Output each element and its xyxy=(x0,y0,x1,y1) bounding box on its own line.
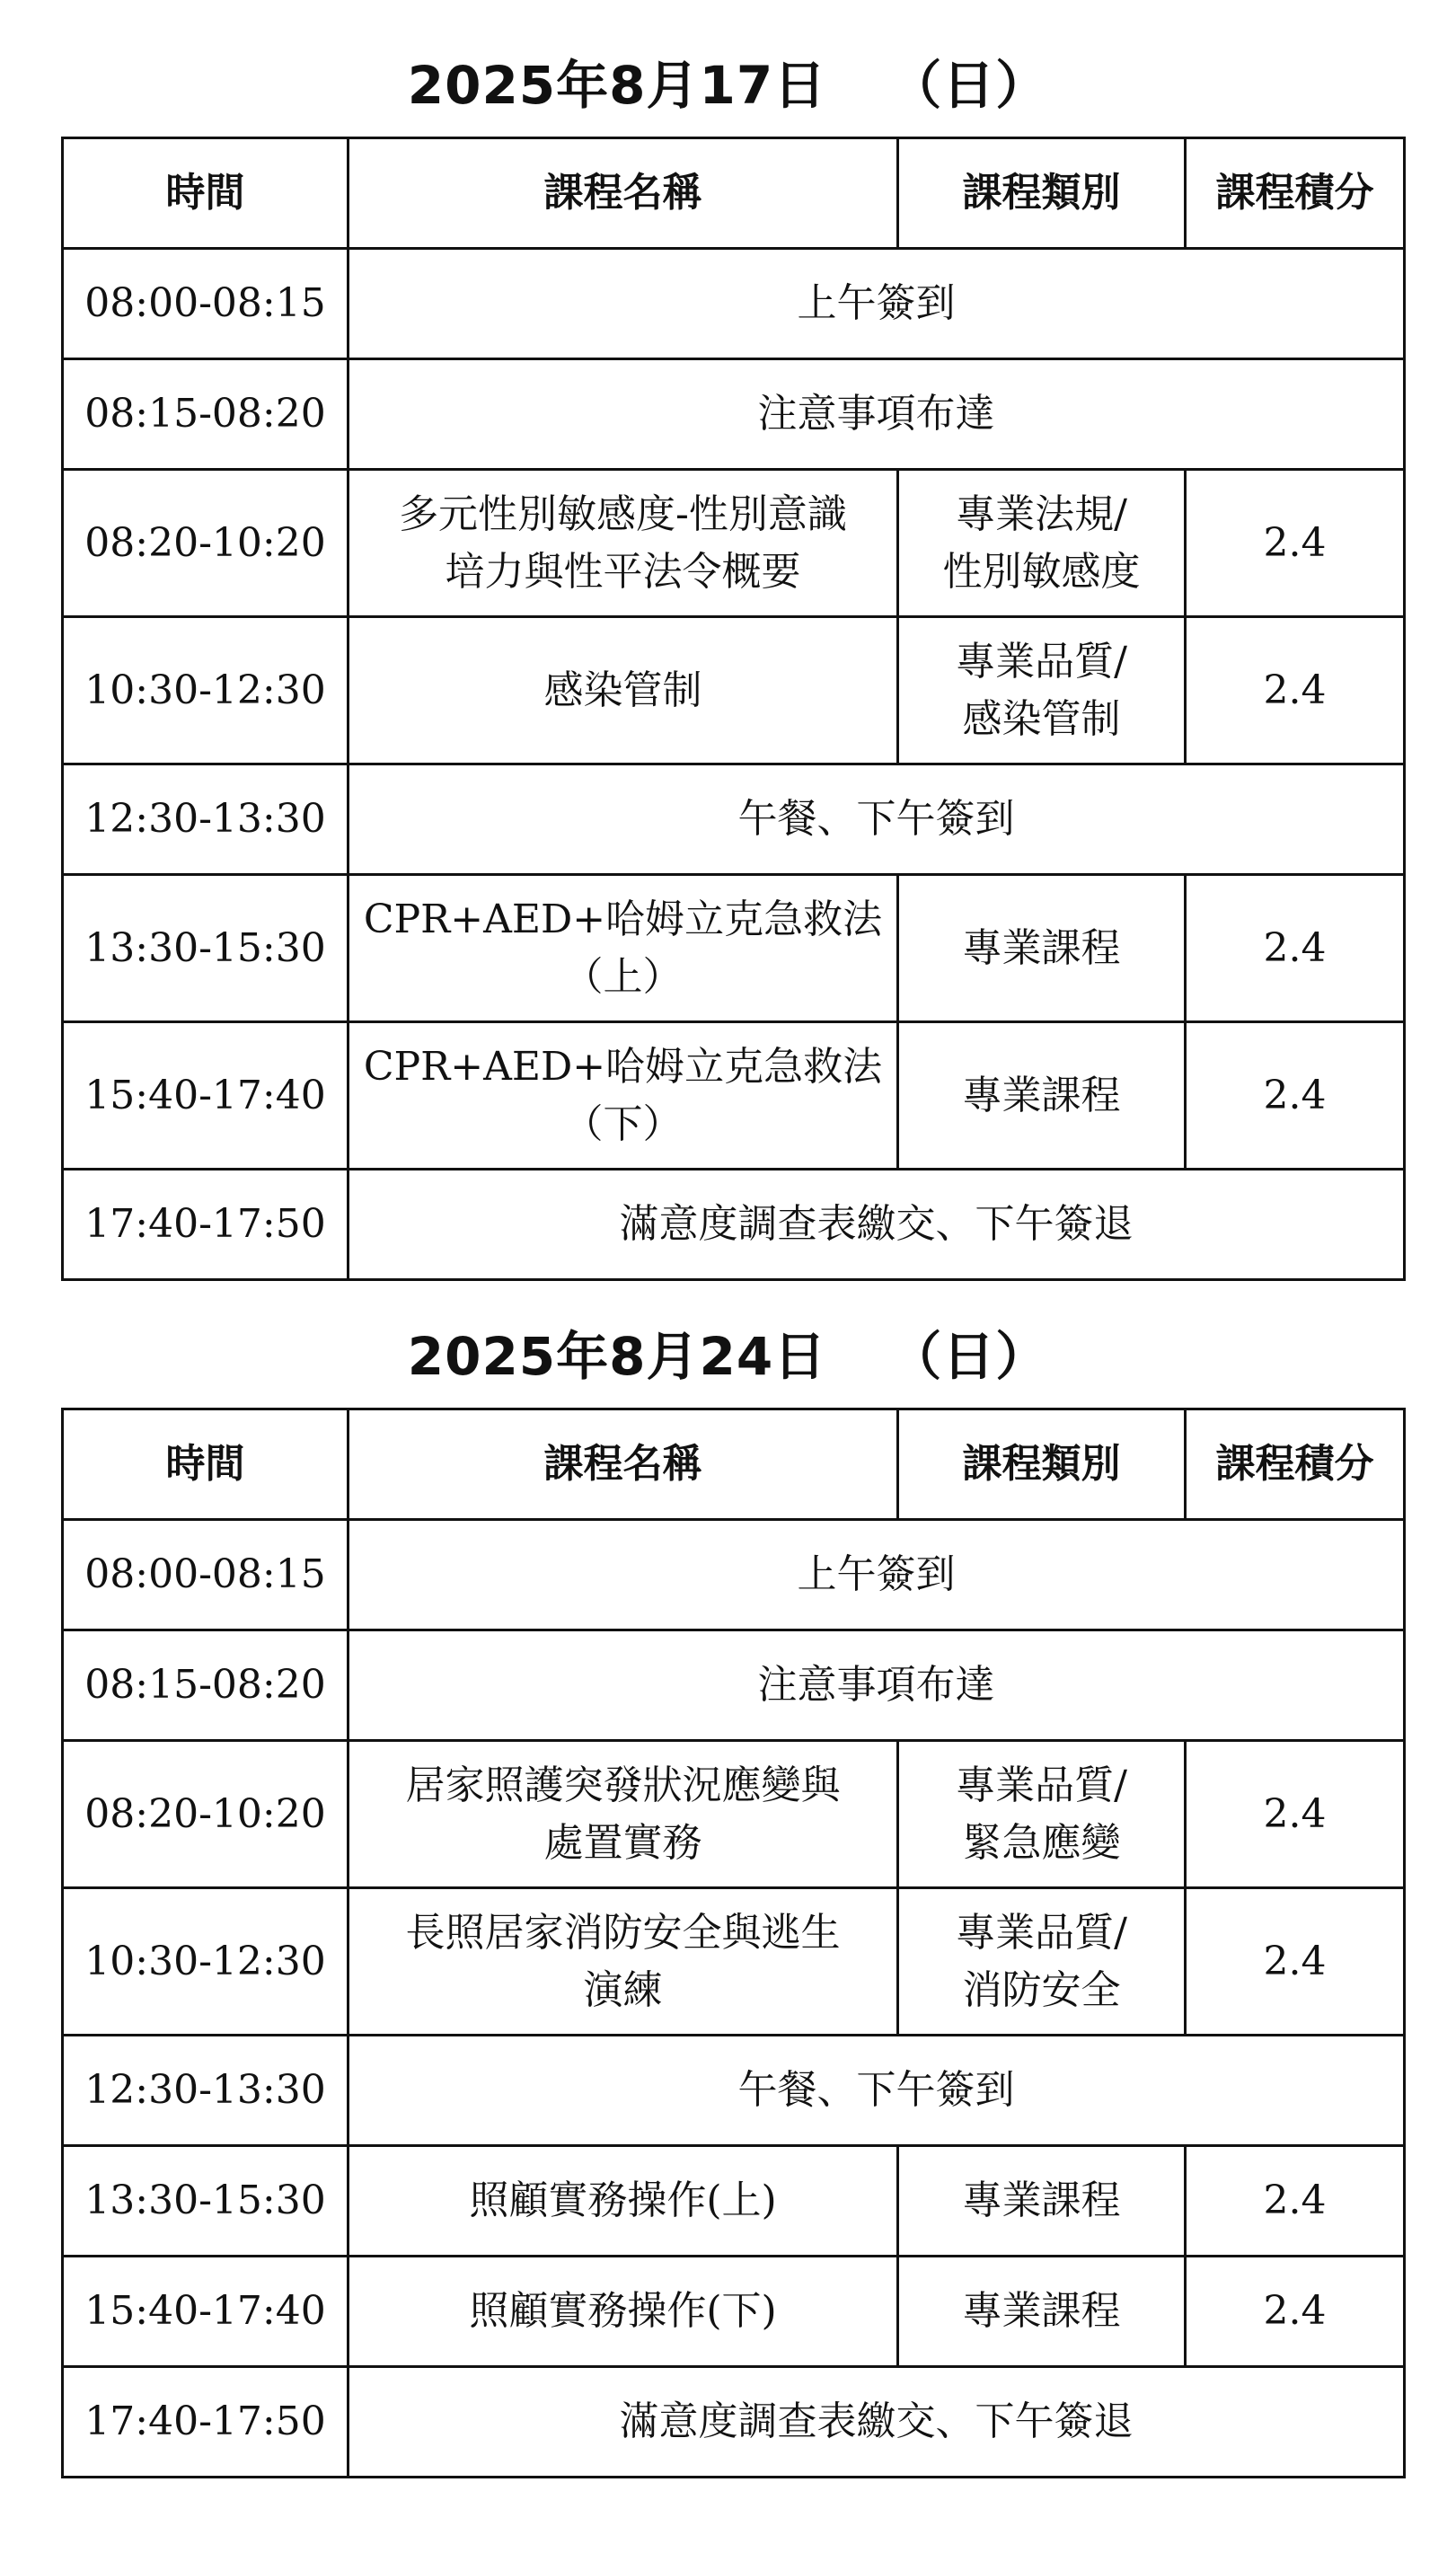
day-2-date: 2025年8月24日 xyxy=(407,1326,827,1387)
course-name-line: CPR+AED+哈姆立克急救法 xyxy=(363,1043,883,1090)
table-row xyxy=(63,2257,1405,2367)
table-row xyxy=(63,1022,1405,1170)
course-category-cell: 專業課程 xyxy=(898,875,1186,1022)
course-name-cell xyxy=(349,470,898,617)
course-name-cell xyxy=(349,1741,898,1888)
category-line: 性別敏感度 xyxy=(942,548,1141,595)
category-line: 專業品質/ xyxy=(956,1762,1127,1808)
course-name-line: 處置實務 xyxy=(543,1819,702,1866)
course-name-line: 長照居家消防安全與逃生 xyxy=(405,1909,841,1956)
table-header-row xyxy=(63,138,1405,249)
course-category-cell: 專業課程 xyxy=(898,1022,1186,1170)
time-cell: 12:30-13:30 xyxy=(63,764,349,875)
credit-cell: 2.4 xyxy=(1186,1022,1405,1170)
table-row xyxy=(63,764,1405,875)
course-name-line: （上） xyxy=(563,953,683,1000)
course-name-line: CPR+AED+哈姆立克急救法 xyxy=(363,896,883,942)
time-cell: 17:40-17:50 xyxy=(63,2367,349,2478)
course-name-line: 培力與性平法令概要 xyxy=(445,548,801,595)
category-line: 專業法規/ xyxy=(956,490,1127,537)
time-cell: 08:20-10:20 xyxy=(63,470,349,617)
time-cell: 13:30-15:30 xyxy=(63,875,349,1022)
category-line: 緊急應變 xyxy=(962,1819,1121,1866)
header-time: 時間 xyxy=(63,1409,349,1520)
credit-cell: 2.4 xyxy=(1186,470,1405,617)
credit-cell: 2.4 xyxy=(1186,2146,1405,2257)
course-name-cell: 感染管制 xyxy=(349,617,898,764)
course-category-cell: 專業課程 xyxy=(898,2146,1186,2257)
table-row xyxy=(63,2146,1405,2257)
course-category-cell xyxy=(898,617,1186,764)
table-row xyxy=(63,875,1405,1022)
credit-cell: 2.4 xyxy=(1186,2257,1405,2367)
time-cell: 08:15-08:20 xyxy=(63,1630,349,1741)
course-category-cell: 專業課程 xyxy=(898,2257,1186,2367)
course-name-cell xyxy=(349,875,898,1022)
day-1-date: 2025年8月17日 xyxy=(407,55,827,116)
course-category-cell xyxy=(898,1741,1186,1888)
table-row xyxy=(63,617,1405,764)
day-2-title xyxy=(0,1321,1456,1392)
course-name-line: 居家照護突發狀況應變與 xyxy=(405,1762,841,1808)
time-cell: 15:40-17:40 xyxy=(63,2257,349,2367)
span-cell: 上午簽到 xyxy=(349,1520,1405,1630)
time-cell: 17:40-17:50 xyxy=(63,1170,349,1280)
table-row xyxy=(63,1170,1405,1280)
day-2-weekday: （日） xyxy=(889,1326,1049,1387)
time-cell: 08:00-08:15 xyxy=(63,249,349,359)
header-course-category: 課程類別 xyxy=(898,1409,1186,1520)
header-course-name: 課程名稱 xyxy=(349,138,898,249)
header-course-name: 課程名稱 xyxy=(349,1409,898,1520)
time-cell: 08:15-08:20 xyxy=(63,359,349,470)
course-name-line: 演練 xyxy=(583,1966,663,2013)
header-time: 時間 xyxy=(63,138,349,249)
course-name-cell: 照顧實務操作(下) xyxy=(349,2257,898,2367)
credit-cell: 2.4 xyxy=(1186,875,1405,1022)
credit-cell: 2.4 xyxy=(1186,1741,1405,1888)
table-row xyxy=(63,1520,1405,1630)
day-1-title xyxy=(0,49,1456,121)
table-row xyxy=(63,2036,1405,2146)
credit-cell: 2.4 xyxy=(1186,1888,1405,2036)
span-cell: 注意事項布達 xyxy=(349,1630,1405,1741)
category-line: 感染管制 xyxy=(962,695,1121,742)
category-line: 專業品質/ xyxy=(956,1909,1127,1956)
span-cell: 午餐、下午簽到 xyxy=(349,2036,1405,2146)
time-cell: 08:00-08:15 xyxy=(63,1520,349,1630)
course-name-line: （下） xyxy=(563,1100,683,1147)
category-line: 消防安全 xyxy=(962,1966,1121,2013)
table-row xyxy=(63,2367,1405,2478)
time-cell: 08:20-10:20 xyxy=(63,1741,349,1888)
time-cell: 10:30-12:30 xyxy=(63,617,349,764)
header-course-credit: 課程積分 xyxy=(1186,138,1405,249)
header-course-credit: 課程積分 xyxy=(1186,1409,1405,1520)
table-row xyxy=(63,249,1405,359)
table-row xyxy=(63,1888,1405,2036)
course-name-cell: 照顧實務操作(上) xyxy=(349,2146,898,2257)
course-name-line: 多元性別敏感度-性別意識 xyxy=(399,490,847,537)
category-line: 專業品質/ xyxy=(956,638,1127,685)
span-cell: 滿意度調查表繳交、下午簽退 xyxy=(349,2367,1405,2478)
table-row xyxy=(63,1630,1405,1741)
course-name-cell xyxy=(349,1022,898,1170)
course-category-cell xyxy=(898,1888,1186,2036)
course-name-cell xyxy=(349,1888,898,2036)
time-cell: 12:30-13:30 xyxy=(63,2036,349,2146)
time-cell: 15:40-17:40 xyxy=(63,1022,349,1170)
day-1-schedule-table xyxy=(61,137,1406,1281)
table-header-row xyxy=(63,1409,1405,1520)
time-cell: 13:30-15:30 xyxy=(63,2146,349,2257)
span-cell: 上午簽到 xyxy=(349,249,1405,359)
day-2-schedule-table xyxy=(61,1408,1406,2478)
span-cell: 午餐、下午簽到 xyxy=(349,764,1405,875)
span-cell: 注意事項布達 xyxy=(349,359,1405,470)
course-category-cell xyxy=(898,470,1186,617)
table-row xyxy=(63,470,1405,617)
span-cell: 滿意度調查表繳交、下午簽退 xyxy=(349,1170,1405,1280)
credit-cell: 2.4 xyxy=(1186,617,1405,764)
table-row xyxy=(63,1741,1405,1888)
time-cell: 10:30-12:30 xyxy=(63,1888,349,2036)
table-row xyxy=(63,359,1405,470)
header-course-category: 課程類別 xyxy=(898,138,1186,249)
day-1-weekday: （日） xyxy=(889,55,1049,116)
